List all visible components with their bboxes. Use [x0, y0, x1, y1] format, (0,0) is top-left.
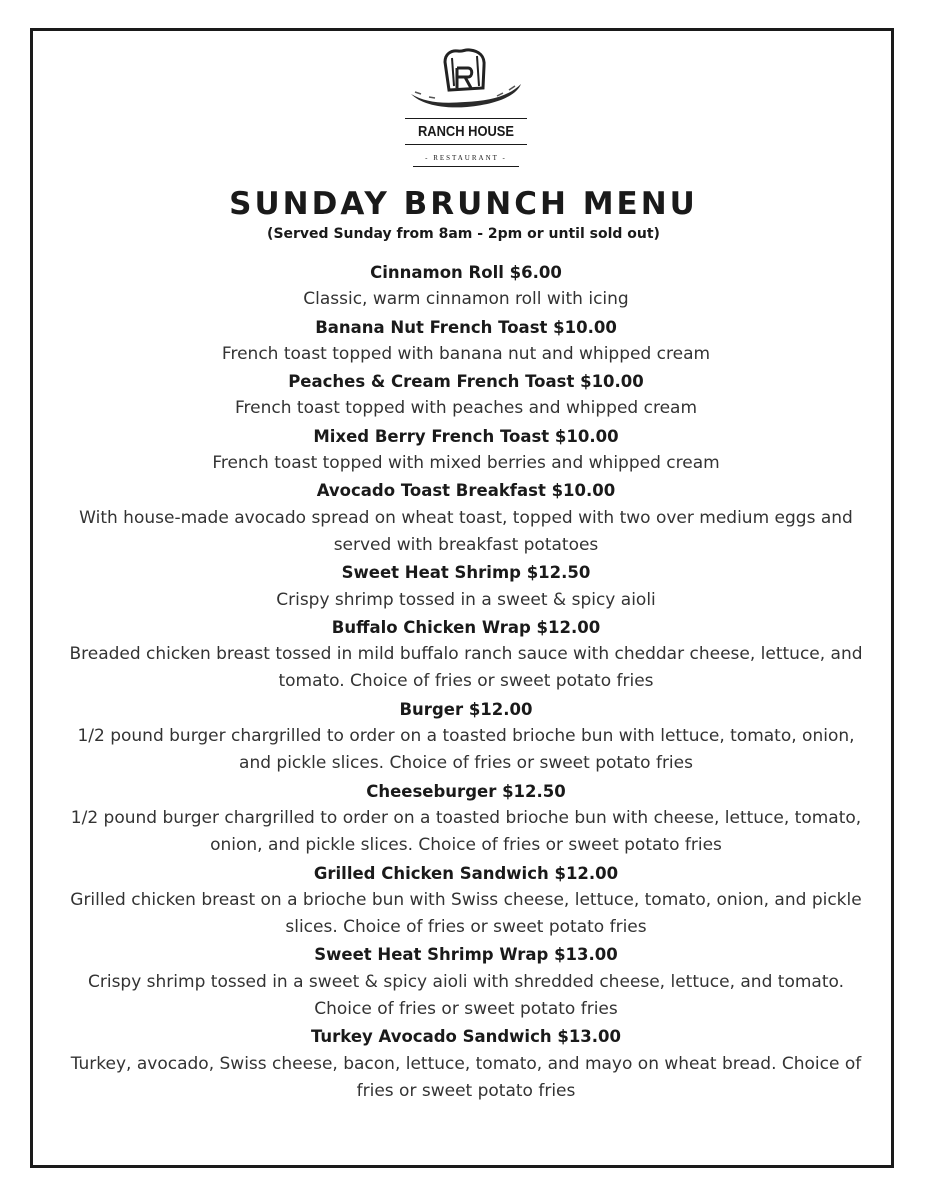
- item-name: Mixed Berry French Toast $10.00: [313, 426, 619, 446]
- item-name: Cheeseburger $12.50: [366, 781, 566, 801]
- cowboy-hat-icon: [405, 44, 527, 110]
- page-subtitle: (Served Sunday from 8am - 2pm or until sold out): [267, 226, 660, 242]
- menu-item: [60, 477, 872, 559]
- brand-name: RANCH HOUSE: [417, 123, 515, 140]
- menu-item: [60, 614, 872, 696]
- logo-rule-top: [405, 118, 527, 119]
- item-description: 1/2 pound burger chargrilled to order on a toasted brioche bun with cheese, lettuce, tomato, onion, and pickle slices. Choice of fries or sweet potato fries: [70, 807, 862, 856]
- menu-item: [60, 559, 872, 614]
- item-name: Buffalo Chicken Wrap $12.00: [331, 617, 601, 637]
- ranch-house-logo: [405, 44, 527, 170]
- item-name: Sweet Heat Shrimp $12.50: [341, 563, 591, 583]
- menu-item: [60, 696, 872, 778]
- logo-rule-bottom: [413, 166, 519, 167]
- menu-item: [60, 368, 872, 423]
- item-name: Avocado Toast Breakfast $10.00: [316, 481, 616, 501]
- menu-item: [60, 941, 872, 1023]
- item-description: French toast topped with peaches and whipped cream: [234, 398, 698, 419]
- item-name: Turkey Avocado Sandwich $13.00: [310, 1027, 622, 1047]
- menu-item: [60, 423, 872, 478]
- logo-rule-middle: [405, 144, 527, 145]
- item-description: Classic, warm cinnamon roll with icing: [303, 289, 629, 310]
- menu-item: [60, 778, 872, 860]
- item-name: Cinnamon Roll $6.00: [370, 263, 562, 282]
- brand-tagline: - RESTAURANT -: [425, 154, 507, 162]
- item-description: French toast topped with banana nut and whipped cream: [221, 343, 711, 364]
- menu-list: [60, 259, 872, 1105]
- menu-item: [60, 860, 872, 942]
- item-description: Grilled chicken breast on a brioche bun with Swiss cheese, lettuce, tomato, onion, and pickle slices. Choice of fries or sweet potato fries: [70, 889, 862, 938]
- item-name: Sweet Heat Shrimp Wrap $13.00: [314, 945, 618, 965]
- item-description: Crispy shrimp tossed in a sweet & spicy aioli: [276, 589, 656, 610]
- item-description: Breaded chicken breast tossed in mild buffalo ranch sauce with cheddar cheese, lettuce, and tomato. Choice of fries or sweet potato fries: [69, 644, 863, 692]
- item-description: 1/2 pound burger chargrilled to order on a toasted brioche bun with lettuce, tomato, onion, and pickle slices. Choice of fries or sweet potato fries: [77, 726, 855, 774]
- page-title: SUNDAY BRUNCH MENU: [229, 186, 698, 222]
- item-name: Banana Nut French Toast $10.00: [315, 317, 617, 337]
- item-name: Peaches & Cream French Toast $10.00: [288, 372, 644, 392]
- item-description: French toast topped with mixed berries and whipped cream: [212, 453, 720, 474]
- menu-item: [60, 259, 872, 314]
- item-description: Turkey, avocado, Swiss cheese, bacon, lettuce, tomato, and mayo on wheat bread. Choice of fries or sweet potato fries: [70, 1053, 862, 1101]
- item-name: Grilled Chicken Sandwich $12.00: [313, 863, 619, 883]
- item-name: Burger $12.00: [399, 699, 533, 719]
- menu-item: [60, 1023, 872, 1105]
- item-description: With house-made avocado spread on wheat toast, topped with two over medium eggs and served with breakfast potatoes: [79, 507, 853, 555]
- item-description: Crispy shrimp tossed in a sweet & spicy aioli with shredded cheese, lettuce, and tomato. Choice of fries or sweet potato fries: [87, 971, 844, 1020]
- menu-item: [60, 314, 872, 369]
